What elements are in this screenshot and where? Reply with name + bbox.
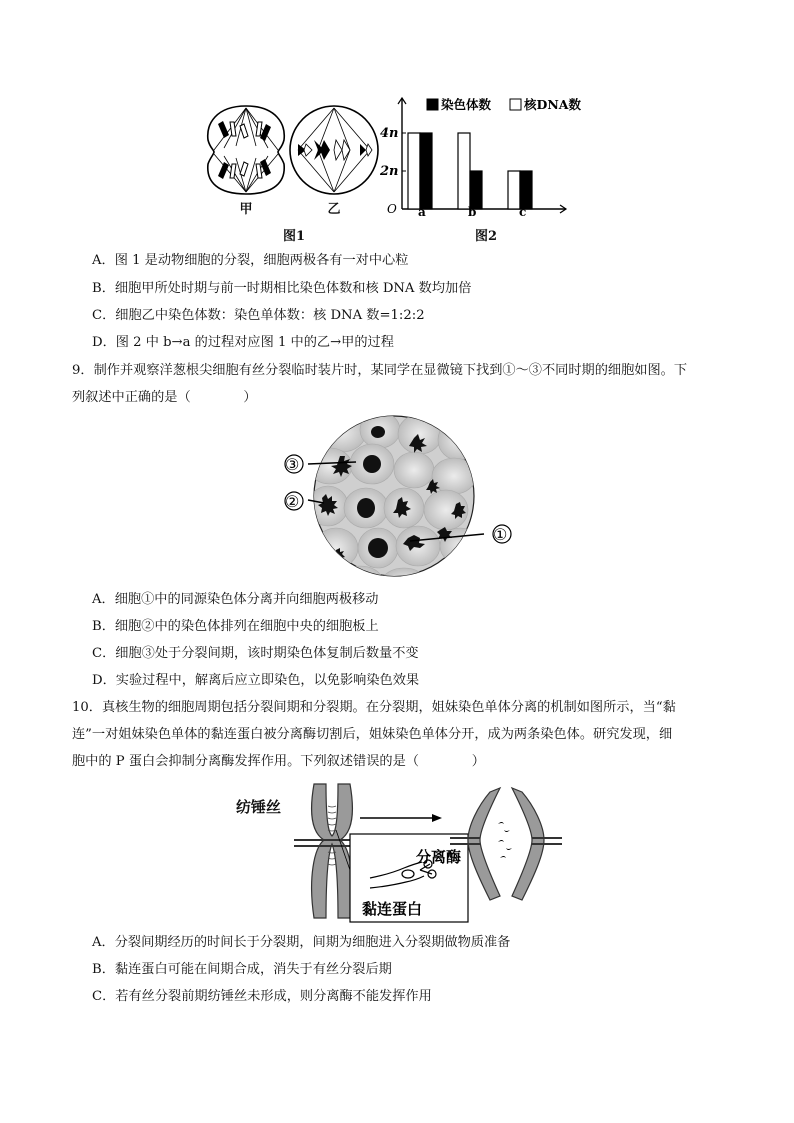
q10-option-c: C．若有丝分裂前期纺锤丝未形成，则分离酶不能发挥作用 xyxy=(92,989,432,1004)
q9-stem-line2: 列叙述中正确的是（ ） xyxy=(72,390,257,405)
q10-label-separase: 分离酶 xyxy=(416,848,462,866)
figure2-caption: 图2 xyxy=(474,229,498,244)
q9-marker-2-text: ② xyxy=(285,492,300,511)
cell-jia xyxy=(208,106,284,194)
cell-yi xyxy=(290,106,378,194)
q10-label-spindle: 纺锤丝 xyxy=(236,798,282,816)
q9-stem-line1: 9．制作并观察洋葱根尖细胞有丝分裂临时装片时，某同学在显微镜下找到①～③不同时期的细胞如图。下 xyxy=(72,363,688,378)
q9-micrograph xyxy=(280,410,520,585)
q9-option-b: B．细胞②中的染色体排列在细胞中央的细胞板上 xyxy=(92,619,379,634)
q9-option-d: D．实验过程中，解离后应立即染色，以免影响染色效果 xyxy=(92,673,420,688)
figure1-caption: 图1 xyxy=(282,229,306,244)
legend-label-dna: 核DNA数 xyxy=(524,97,581,112)
q9-marker-3-text: ③ xyxy=(285,455,300,474)
bar-chromosome-a xyxy=(420,133,432,209)
y-tick-4n: 4n xyxy=(380,126,399,141)
q10-stem-line3: 胞中的 P 蛋白会抑制分离酶发挥作用。下列叙述错误的是（ ） xyxy=(72,754,485,769)
x-tick-c: c xyxy=(519,205,527,219)
x-tick-a: a xyxy=(418,205,426,219)
q9-option-a: A．细胞①中的同源染色体分离并向细胞两极移动 xyxy=(92,592,379,607)
cell-jia-label: 甲 xyxy=(239,202,253,217)
bar-chromosome-c xyxy=(520,171,532,209)
origin-label: O xyxy=(387,202,397,216)
q8-option-a: A．图 1 是动物细胞的分裂，细胞两极各有一对中心粒 xyxy=(92,253,409,268)
bar-dna-a xyxy=(408,133,420,209)
legend-swatch-dna xyxy=(510,99,521,110)
q8-option-c: C．细胞乙中染色体数：染色单体数：核 DNA 数=1:2:2 xyxy=(92,308,425,323)
q10-option-b: B．黏连蛋白可能在间期合成，消失于有丝分裂后期 xyxy=(92,962,392,977)
figure1-cells xyxy=(200,100,380,210)
bar-dna-c xyxy=(508,171,520,209)
legend-swatch-chromosome xyxy=(427,99,438,110)
legend-label-chromosome: 染色体数 xyxy=(441,97,492,112)
chart-bars xyxy=(408,133,532,209)
q10-stem-line1: 10．真核生物的细胞周期包括分裂间期和分裂期。在分裂期，姐妹染色单体分离的机制如图所示，当“黏 xyxy=(72,700,676,715)
q10-chromosome-before xyxy=(312,784,353,918)
q9-marker-1-text: ① xyxy=(493,525,508,544)
figure2-chart xyxy=(380,92,590,224)
bar-dna-b xyxy=(458,133,470,209)
q8-option-b: B．细胞甲所处时期与前一时期相比染色体数和核 DNA 数均加倍 xyxy=(92,281,472,296)
q8-option-d: D．图 2 中 b→a 的过程对应图 1 中的乙→甲的过程 xyxy=(92,335,394,350)
q10-label-cohesin: 黏连蛋白 xyxy=(362,900,423,918)
q9-option-c: C．细胞③处于分裂间期，该时期染色体复制后数量不变 xyxy=(92,646,419,661)
y-tick-2n: 2n xyxy=(380,164,399,179)
chart-legend xyxy=(427,97,581,112)
q10-stem-line2: 连”一对姐妹染色单体的黏连蛋白被分离酶切割后，姐妹染色单体分开，成为两条染色体。研究发现，细 xyxy=(72,727,673,742)
q10-option-a: A．分裂间期经历的时间长于分裂期，间期为细胞进入分裂期做物质准备 xyxy=(92,935,511,950)
cell-yi-label: 乙 xyxy=(327,202,341,217)
bar-chromosome-b xyxy=(470,171,482,209)
x-tick-b: b xyxy=(468,205,477,219)
